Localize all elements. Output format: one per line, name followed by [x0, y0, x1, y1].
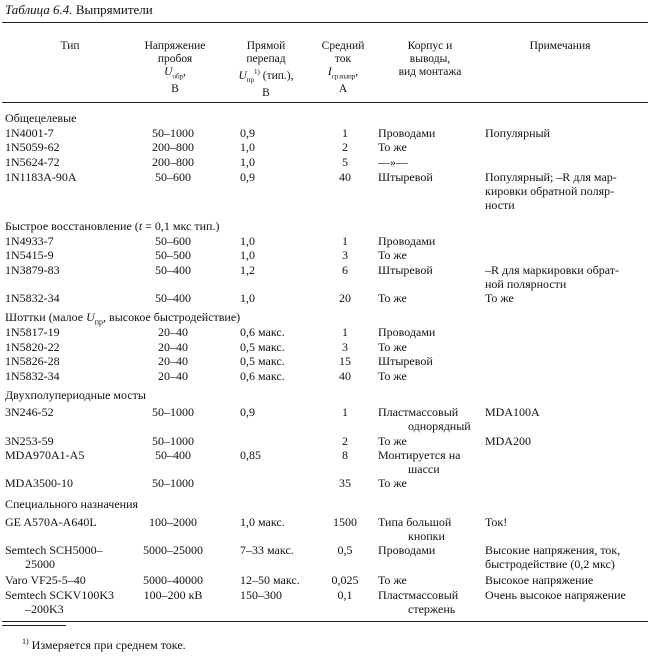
- cell-note: То же: [485, 291, 514, 305]
- cell-voltage: 50–600: [155, 170, 191, 184]
- cell-drop: 7–33 макс.: [240, 543, 294, 557]
- cell-type: 3N253-59: [5, 434, 54, 448]
- cell-case: кнопки: [408, 529, 445, 543]
- cell-drop: 1,2: [240, 263, 255, 277]
- bottom-rule: [2, 621, 648, 622]
- cell-type: 1N5820-22: [5, 340, 60, 354]
- cell-current: 2: [342, 140, 348, 154]
- cell-current: 40: [339, 170, 351, 184]
- cell-case: Проводами: [378, 234, 436, 248]
- cell-voltage: 5000–40000: [143, 573, 203, 587]
- cell-note: кировки обратной поляр-: [485, 184, 615, 198]
- cell-current: 2: [342, 434, 348, 448]
- cell-note: ной полярности: [485, 277, 567, 291]
- cell-case: То же: [378, 434, 407, 448]
- cell-type: 25000: [25, 557, 55, 571]
- cell-type: Varo VF25-5–40: [5, 573, 86, 587]
- cell-current: 5: [342, 155, 348, 169]
- cell-voltage: 20–40: [158, 325, 188, 339]
- cell-drop: 0,9: [240, 405, 255, 419]
- cell-case: То же: [378, 340, 407, 354]
- cell-type: –200K3: [25, 602, 64, 616]
- cell-note: Высокое напряжение: [485, 573, 594, 587]
- cell-current: 1: [342, 126, 348, 140]
- cell-voltage: 50–1000: [152, 476, 194, 490]
- cell-drop: 12–50 макс.: [240, 573, 300, 587]
- header-current: Средний ток $I_{ср.выпр}$, А: [321, 40, 365, 96]
- cell-case: стержень: [408, 602, 456, 616]
- cell-voltage: 200–800: [152, 155, 194, 169]
- cell-note: быстродействие (0,2 мкс): [485, 557, 615, 571]
- section-title-bridges: Двухполупериодные мосты: [5, 388, 146, 402]
- cell-drop: 0,5 макс.: [240, 340, 285, 354]
- cell-case: Пластмассовый: [378, 405, 459, 419]
- cell-type: Semtech SCH5000–: [5, 543, 103, 557]
- cell-drop: 150–300: [240, 588, 282, 602]
- cell-case: То же: [378, 476, 407, 490]
- cell-case: То же: [378, 291, 407, 305]
- cell-voltage: 50–400: [155, 448, 191, 462]
- cell-type: Semtech SCKV100K3: [5, 588, 114, 602]
- cell-note: Популярный; –R для мар-: [485, 170, 617, 184]
- cell-drop: 0,85: [240, 448, 261, 462]
- cell-note: MDA200: [485, 434, 532, 448]
- cell-current: 6: [342, 263, 348, 277]
- cell-type: MDA970A1-A5: [5, 448, 85, 462]
- cell-voltage: 100–2000: [149, 515, 197, 529]
- cell-type: 1N5059-62: [5, 140, 60, 154]
- cell-case: Проводами: [378, 543, 436, 557]
- cell-current: 8: [342, 448, 348, 462]
- cell-case: Проводами: [378, 126, 436, 140]
- cell-current: 1500: [333, 515, 357, 529]
- cell-case: —»—: [378, 155, 408, 169]
- caption-label: Таблица 6.4.: [5, 2, 73, 17]
- cell-voltage: 20–40: [158, 340, 188, 354]
- cell-current: 3: [342, 340, 348, 354]
- cell-current: 35: [339, 476, 351, 490]
- cell-note: Ток!: [485, 515, 508, 529]
- header-type: Тип: [60, 40, 80, 52]
- cell-type: 1N4001-7: [5, 126, 54, 140]
- cell-type: 3N246-52: [5, 405, 54, 419]
- cell-voltage: 5000–25000: [143, 543, 203, 557]
- cell-current: 40: [339, 369, 351, 383]
- cell-case: Проводами: [378, 325, 436, 339]
- cell-case: Штыревой: [378, 170, 433, 184]
- cell-drop: 1,0: [240, 248, 255, 262]
- cell-type: 1N1183A-90A: [5, 170, 77, 184]
- cell-drop: 0,5 макс.: [240, 354, 285, 368]
- cell-drop: 1,0 макс.: [240, 515, 285, 529]
- cell-current: 1: [342, 325, 348, 339]
- cell-case: То же: [378, 573, 407, 587]
- cell-type: 1N4933-7: [5, 234, 54, 248]
- cell-type: GE A570A-A640L: [5, 515, 97, 529]
- cell-voltage: 50–1000: [152, 405, 194, 419]
- section-title-fast-recovery: Быстрое восстановление (t = 0,1 мкс тип.): [5, 219, 220, 233]
- header-notes: Примечания: [529, 40, 591, 52]
- cell-case: Штыревой: [378, 263, 433, 277]
- table-caption: [5, 2, 153, 18]
- cell-drop: 0,6 макс.: [240, 325, 285, 339]
- section-title-special: Специального назначения: [5, 497, 139, 511]
- cell-voltage: 100–200 кВ: [143, 588, 203, 602]
- header-drop: Прямой перепад $U_{пр}^{1)}$ (тип.), В: [238, 40, 294, 100]
- cell-case: шасси: [408, 462, 440, 476]
- cell-note: Высокие напряжения, ток,: [485, 543, 621, 557]
- cell-drop: 0,6 макс.: [240, 369, 285, 383]
- header-voltage: Напряжение пробоя $U_{обр}$, В: [144, 40, 206, 96]
- cell-voltage: 50–500: [155, 248, 191, 262]
- cell-drop: 1,0: [240, 234, 255, 248]
- cell-voltage: 50–400: [155, 291, 191, 305]
- cell-drop: 0,9: [240, 126, 255, 140]
- header-case: Корпус и выводы, вид монтажа: [398, 40, 462, 78]
- cell-current: 0,1: [337, 588, 353, 602]
- cell-note: Очень высокое напряжение: [485, 588, 626, 602]
- cell-drop: 1,0: [240, 155, 255, 169]
- cell-current: 1: [342, 405, 348, 419]
- cell-current: 0,025: [331, 573, 359, 587]
- cell-type: 1N5832-34: [5, 291, 60, 305]
- cell-current: 15: [339, 354, 351, 368]
- cell-voltage: 20–40: [158, 369, 188, 383]
- cell-voltage: 50–1000: [152, 126, 194, 140]
- cell-note: Популярный: [485, 126, 550, 140]
- cell-voltage: 20–40: [158, 354, 188, 368]
- header-rule: [2, 102, 648, 103]
- cell-voltage: 200–800: [152, 140, 194, 154]
- cell-type: MDA3500-10: [5, 476, 73, 490]
- cell-drop: 0,9: [240, 170, 255, 184]
- cell-case: То же: [378, 369, 407, 383]
- cell-voltage: 50–1000: [152, 434, 194, 448]
- cell-case: То же: [378, 140, 407, 154]
- cell-type: 1N5624-72: [5, 155, 60, 169]
- cell-case: Монтируется на: [378, 448, 461, 462]
- section-title-schottky: Шоттки (малое $U_{пр}$, высокое быстродействие): [5, 310, 241, 327]
- section-title-general: Общецелевые: [5, 111, 77, 125]
- top-rule: [2, 22, 648, 23]
- cell-case: То же: [378, 248, 407, 262]
- cell-drop: 1,0: [240, 291, 255, 305]
- cell-drop: 1,0: [240, 140, 255, 154]
- cell-note: MDA100A: [485, 405, 540, 419]
- cell-case: Типа большой: [378, 515, 452, 529]
- cell-current: 3: [342, 248, 348, 262]
- footnote: $^{1)}$ Измеряется при среднем токе.: [22, 637, 186, 652]
- cell-case: Пластмассовый: [378, 588, 459, 602]
- cell-current: 20: [339, 291, 351, 305]
- cell-case: однорядный: [408, 419, 471, 433]
- cell-note: ности: [485, 198, 515, 212]
- cell-type: 1N5832-34: [5, 369, 60, 383]
- cell-voltage: 50–600: [155, 234, 191, 248]
- caption-title: Выпрямители: [75, 2, 153, 17]
- cell-current: 1: [342, 234, 348, 248]
- cell-current: 0,5: [337, 543, 353, 557]
- cell-case: Штыревой: [378, 354, 433, 368]
- cell-type: 1N5817-19: [5, 325, 60, 339]
- cell-type: 1N5826-28: [5, 354, 60, 368]
- cell-type: 1N3879-83: [5, 263, 60, 277]
- cell-voltage: 50–400: [155, 263, 191, 277]
- cell-type: 1N5415-9: [5, 248, 54, 262]
- cell-note: –R для маркировки обрат-: [485, 263, 619, 277]
- footnote-rule: [2, 625, 66, 626]
